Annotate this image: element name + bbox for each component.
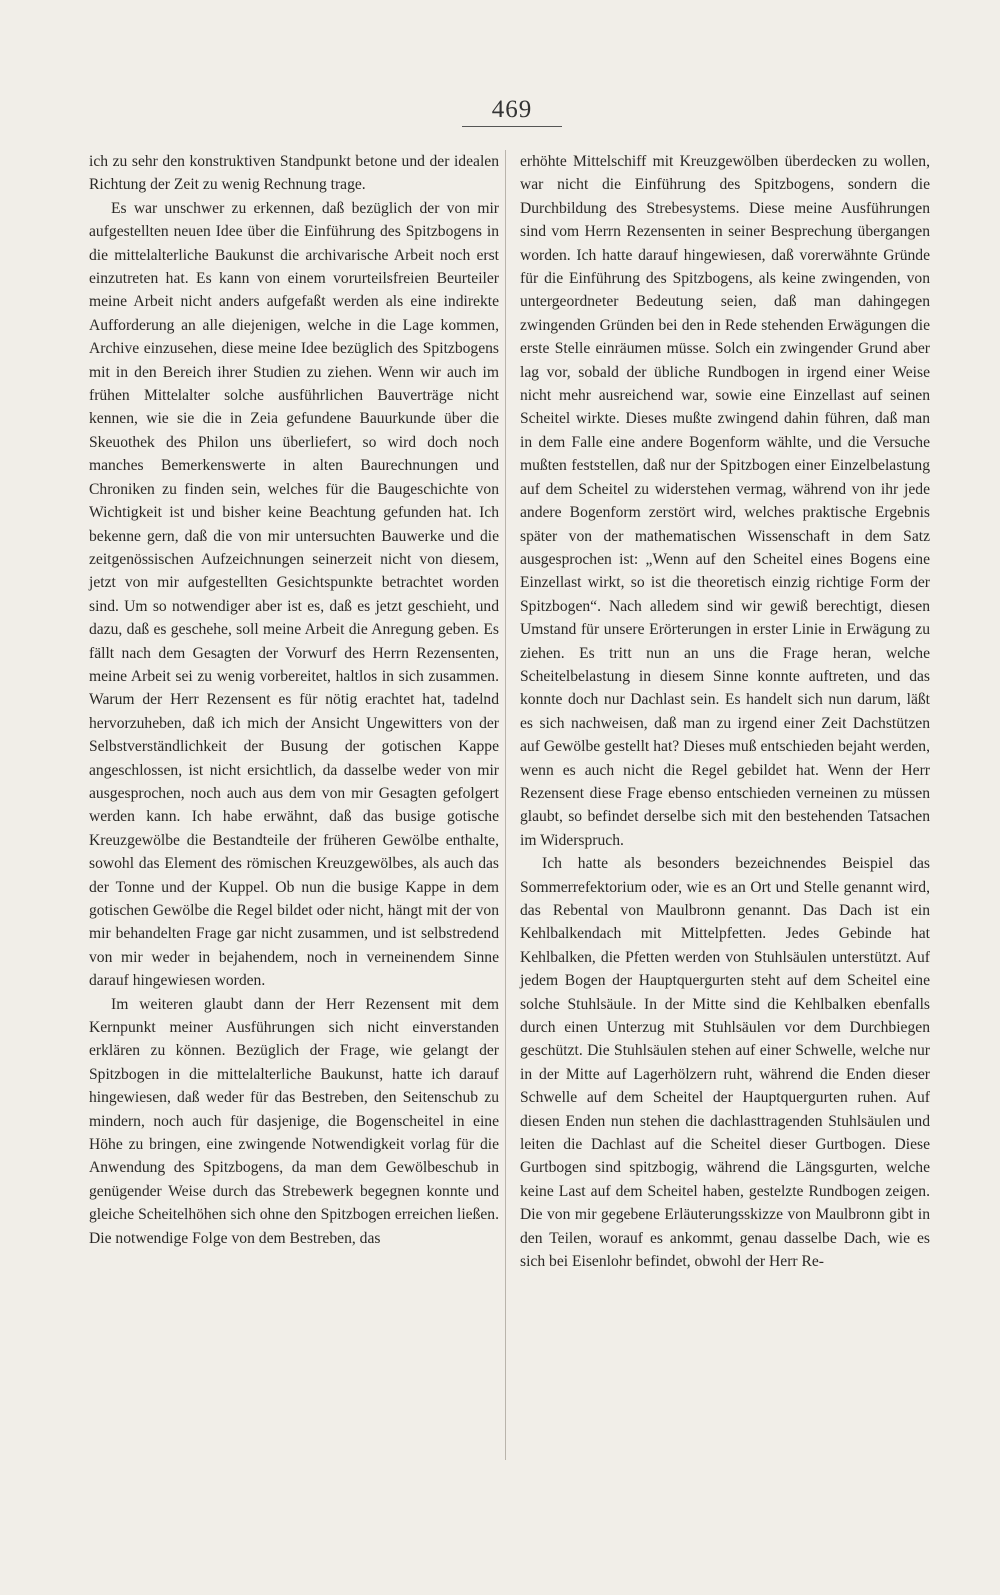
paragraph: erhöhte Mittelschiff mit Kreuzgewölben überdecken zu wollen, war nicht die Einführung des Spitzbogens, sondern die Durchbildung des Strebesystems. Diese meine Ausführungen sind vom Herrn Rezensenten in seiner Besprechung übergangen worden. Ich hatte darauf hingewiesen, daß vorerwähnte Gründe für die Einführung des Spitzbogens, als keine zwingenden, von untergeordneter Bedeutung seien, daß man dahingegen zwingenden Gründen bei den in Rede stehenden Erwägungen die erste Stelle einräumen müsse. Solch ein zwingender Grund aber lag vor, sobald der übliche Rundbogen in irgend einer Weise nicht mehr ausreichend war, sowie eine Einzellast auf seinen Scheitel wirkte. Dieses mußte zwingend dahin führen, daß man in dem Falle eine andere Bogenform wählte, und die Versuche mußten feststellen, daß nur der Spitzbogen einer Einzelbelastung auf dem Scheitel zu widerstehen vermag, während von ihr jede andere Bogenform zerstört wird, welches praktische Ergebnis später von der mathematischen Wissenschaft in dem Satz ausgesprochen ist: „Wenn auf den Scheitel eines Bogens eine Einzellast wirkt, so ist die theoretisch einzig richtige Form der Spitzbogen“. Nach alledem sind wir gewiß berechtigt, diesen Umstand für unsere Erörterungen in erster Linie in Erwägung zu ziehen. Es tritt nun an uns die Frage heran, welche Scheitelbelastung in diesem Sinne konnte auftreten, und das konnte doch nur Dachlast sein. Es handelt sich nun darum, läßt es sich nachweisen, daß man zu irgend einer Zeit Dachstützen auf Gewölbe gestellt hat? Dieses muß entschieden bejaht werden, wenn es auch nicht die Regel gebildet hat. Wenn der Herr Rezensent diese Frage ebenso entschieden verneinen zu müssen glaubt, so befindet derselbe sich mit den bestehenden Tatsachen im Widerspruch. bbox=[520, 153, 930, 849]
left-column bbox=[89, 150, 499, 1250]
paragraph: ich zu sehr den konstruktiven Standpunkt betone und der idealen Richtung der Zeit zu wenig Rechnung trage. bbox=[89, 153, 499, 194]
paragraph: Es war unschwer zu erkennen, daß bezüglich der von mir aufgestellten neuen Idee über die Einführung des Spitzbogens in die mittelalterliche Baukunst die archivarische Arbeit noch erst einzutreten hat. Es kann von einem vorurteilsfreien Beurteiler meine Arbeit nicht anders aufgefaßt werden als eine indirekte Aufforderung an alle diejenigen, welche in die Lage kommen, Archive einzusehen, diese meine Idee bezüglich des Spitzbogens mit in den Bereich ihrer Studien zu ziehen. Wenn wir auch im frühen Mittelalter solche ausführlichen Bauverträge nicht kennen, wie sie die in Zeia gefundene Bauurkunde über die Skeuothek des Philon uns überliefert, so wird doch noch manches Bemerkenswerte in alten Baurechnungen und Chroniken zu finden sein, welches für die Baugeschichte von Wichtigkeit ist und bisher keine Beachtung gefunden hat. Ich bekenne gern, daß die von mir untersuchten Bauwerke und die zeitgenössischen Aufzeichnungen seinerzeit nicht von diesem, jetzt von mir aufgestellten Gesichtspunkte betrachtet worden sind. Um so notwendiger aber ist es, daß es jetzt geschieht, und dazu, daß es geschehe, soll meine Arbeit die Anregung geben. Es fällt nach dem Gesagten der Vorwurf des Herrn Rezensenten, meine Arbeit sei zu wenig vorbereitet, haltlos in sich zusammen. Warum der Herr Rezensent es für nötig erachtet hat, tadelnd hervorzuheben, daß ich mich der Ansicht Ungewitters von der Selbstverständlichkeit der Busung der gotischen Kappe angeschlossen, ist nicht ersichtlich, da dasselbe weder von mir ausgesprochen, noch auch aus dem von mir Gesagten gefolgert werden kann. Ich habe erwähnt, daß das busige gotische Kreuzgewölbe die Bestandteile der früheren Gewölbe enthalte, sowohl das Element des römischen Kreuzgewölbes, als auch das der Tonne und der Kuppel. Ob nun die busige Kappe in dem gotischen Gewölbe die Regel bildet oder nicht, hängt mit der von mir behandelten Frage gar nicht zusammen, und ist selbstredend von mir weder in bejahendem, noch in verneinendem Sinne darauf hingewiesen worden. bbox=[89, 199, 499, 990]
right-column bbox=[520, 150, 930, 1274]
header-rule bbox=[462, 126, 562, 127]
paragraph: Im weiteren glaubt dann der Herr Rezensent mit dem Kernpunkt meiner Ausführungen sich nicht einverstanden erklären zu können. Bezüglich der Frage, wie gelangt der Spitzbogen in die mittelalterliche Baukunst, hatte ich darauf hingewiesen, daß weder für das Bestreben, den Seitenschub zu mindern, noch auch für dasjenige, die Bogenscheitel in eine Höhe zu bringen, eine zwingende Notwendigkeit vorlag für die Anwendung des Spitzbogens, da man dem Gewölbeschub in genügender Weise durch das Strebewerk begegnen konnte und gleiche Scheitelhöhen sich ohne den Spitzbogen erreichen ließen. Die notwendige Folge von dem Bestreben, das bbox=[89, 995, 499, 1247]
column-divider bbox=[505, 150, 506, 1460]
paragraph: Ich hatte als besonders bezeichnendes Beispiel das Sommerrefektorium oder, wie es an Ort und Stelle genannt wird, das Rebental von Maulbronn genannt. Das Dach ist ein Kehlbalkendach mit Mittelpfetten. Jedes Gebinde hat Kehlbalken, die Pfetten werden von Stuhlsäulen unterstützt. Auf jedem Bogen der Hauptquergurten steht auf dem Scheitel eine solche Stuhlsäule. In der Mitte sind die Kehlbalken ebenfalls durch einen Unterzug mit Stuhlsäulen vor dem Durchbiegen geschützt. Die Stuhlsäulen stehen auf einer Schwelle, welche nur in der Mitte auf Lagerhölzern ruht, während die Enden dieser Schwelle auf dem Scheitel der Hauptquergurten ruhen. Auf diesen Enden nun stehen die dachlasttragenden Stuhlsäulen und leiten die Dachlast auf die Scheitel dieser Gurtbogen. Diese Gurtbogen sind spitzbogig, während die Längsgurten, welche keine Last auf dem Scheitel haben, gestelzte Rundbogen zeigen. Die von mir gegebene Erläuterungsskizze von Maulbronn gibt in den Teilen, worauf es ankommt, genau dasselbe Dach, wie es sich bei Eisenlohr befindet, obwohl der Herr Re- bbox=[520, 855, 930, 1271]
page-number: 469 bbox=[491, 96, 533, 123]
